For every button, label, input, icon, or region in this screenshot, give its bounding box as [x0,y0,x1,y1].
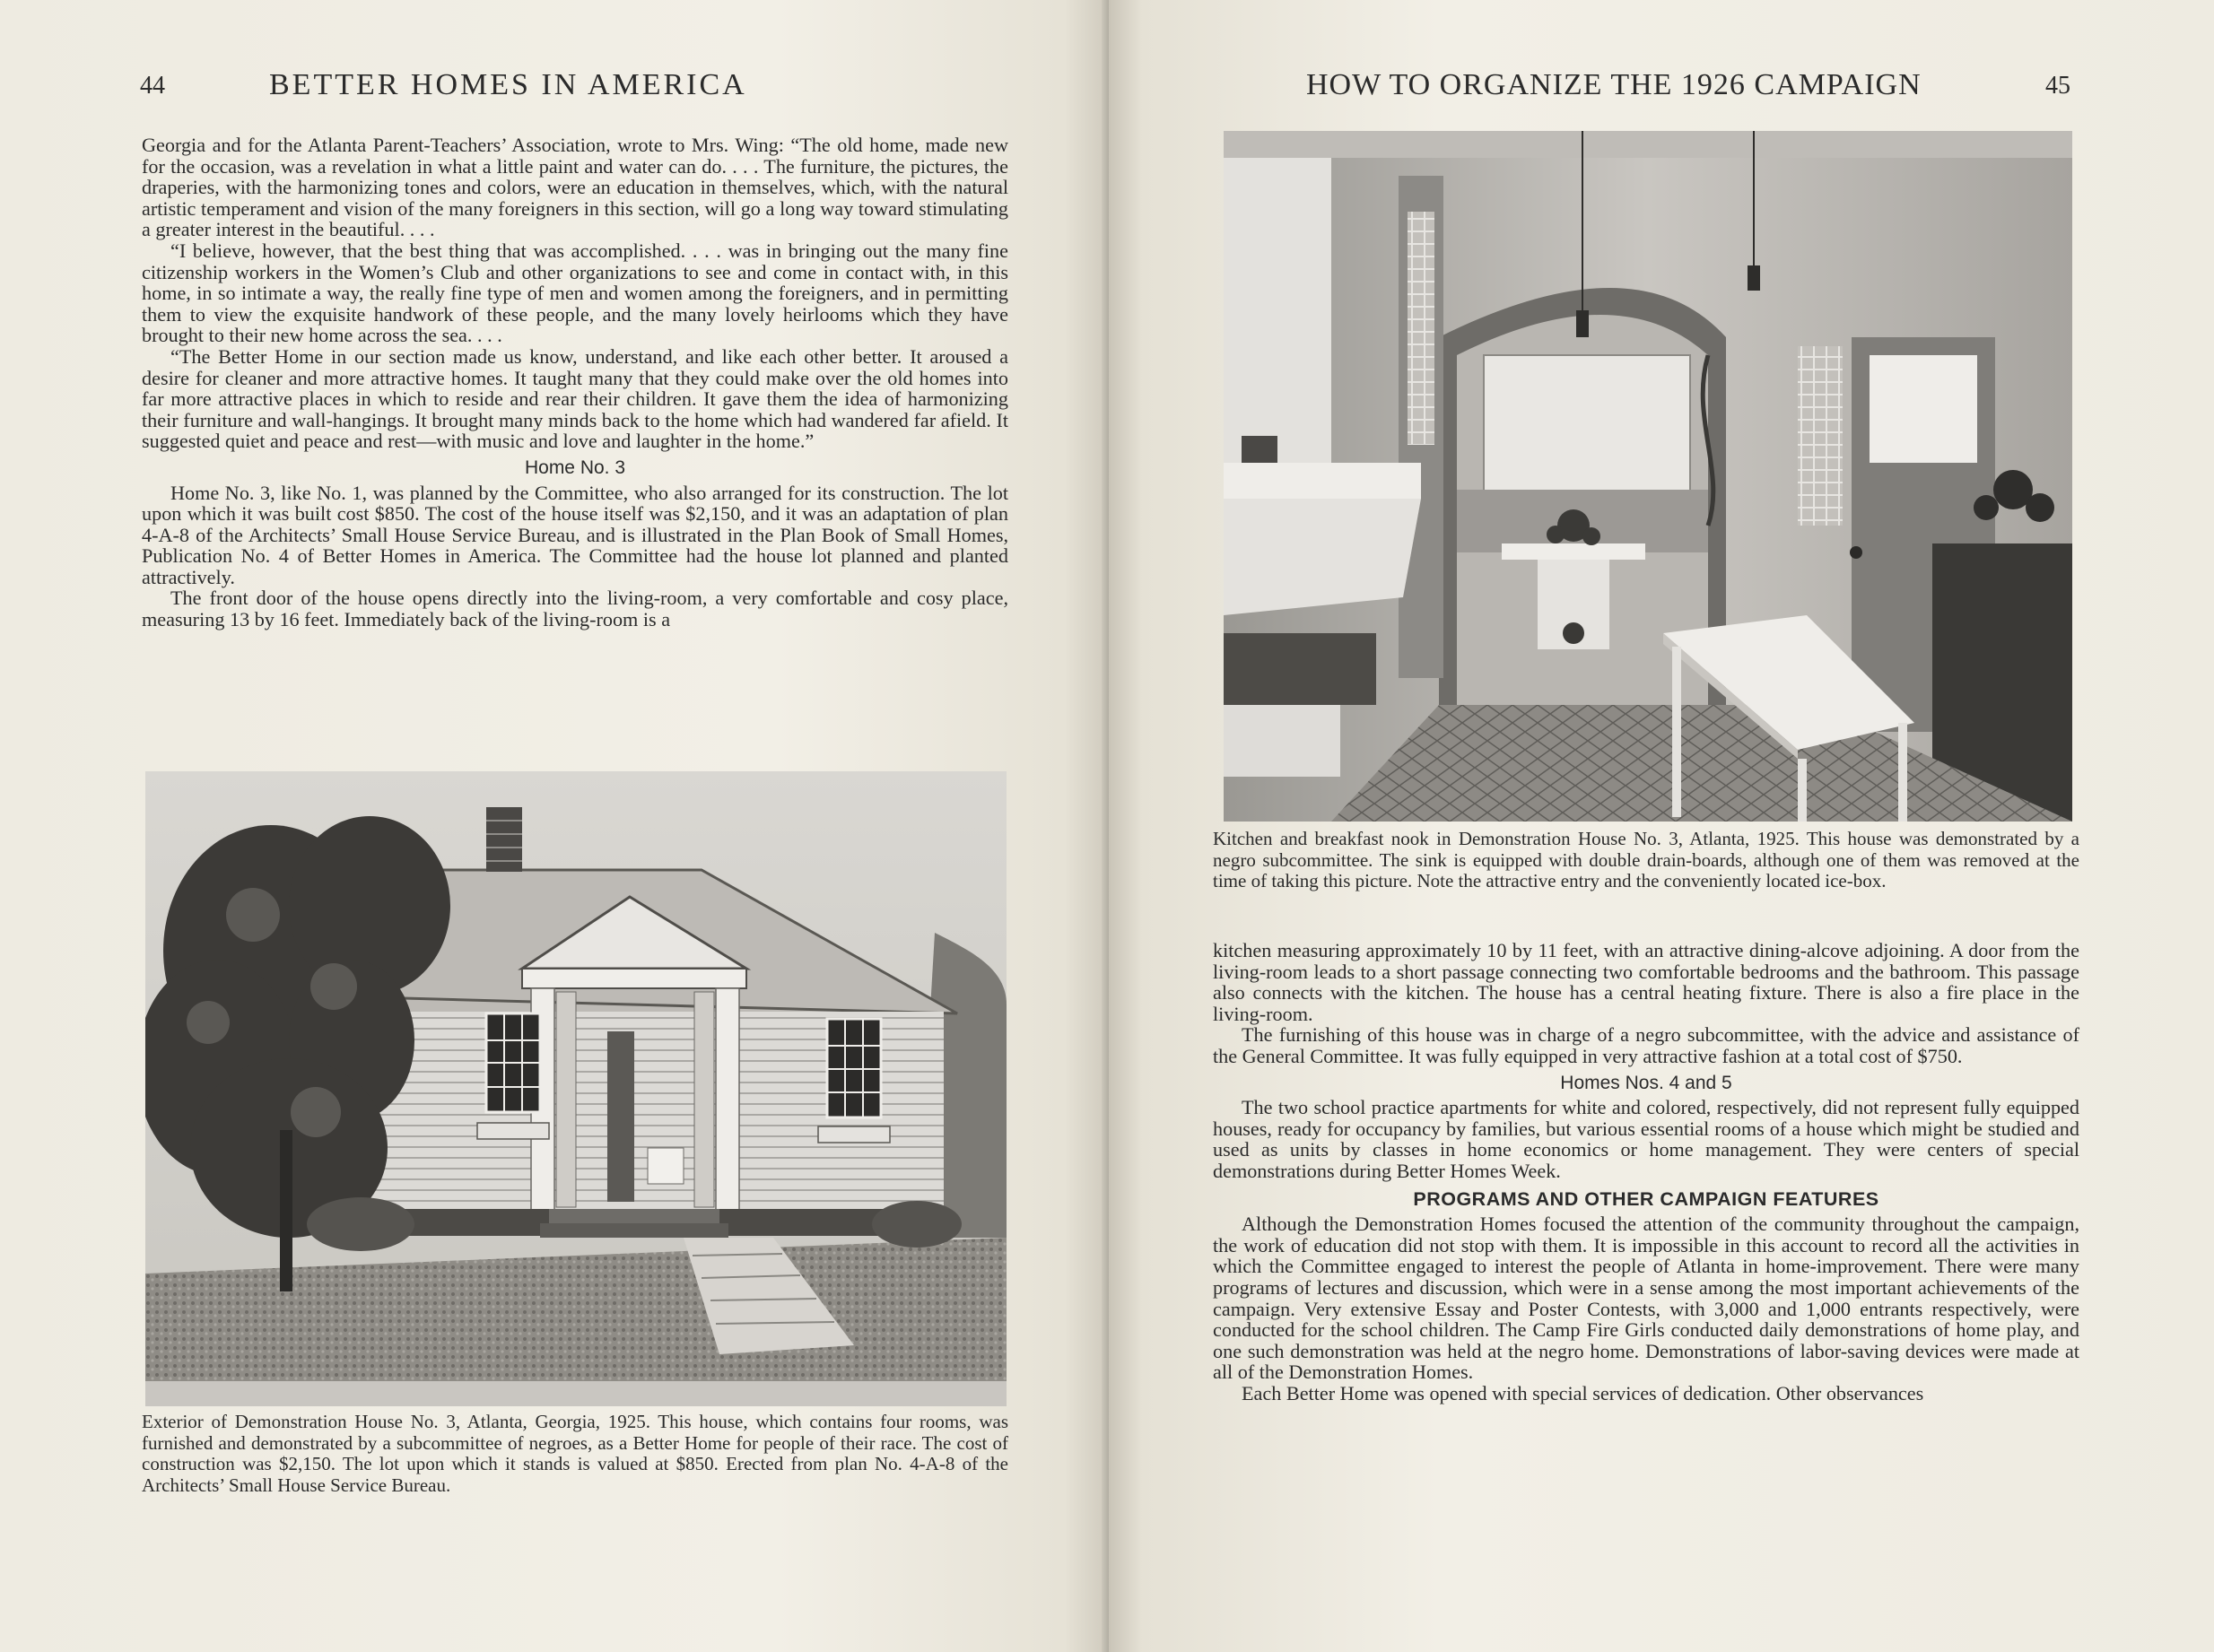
paragraph: kitchen measuring approximately 10 by 11 feet, with an attractive dining-alcove adjoining. A door from the living-room leads to a short passage connecting two comfortable bedrooms and the bathroom. This passage also connects with the kitchen. The house has a central heating fixture. There is also a fire place in the living-room. [1213,939,2079,1025]
section-heading-programs: PROGRAMS AND OTHER CAMPAIGN FEATURES [1413,1187,1879,1210]
paragraph: Although the Demonstration Homes focused the attention of the community throughout the campaign, the work of education did not stop with them. It is impossible in this account to record all the activities in which the Committee engaged to interest the people of Atlanta in home-improvement. There were many programs of lectures and discussion, which were in a sense among the most important achievements of the campaign. Very extensive Essay and Poster Contests, with 3,000 and 1,000 entrants respectively, were conducted for the school children. The Camp Fire Girls conducted daily demonstrations of home play, and one such demonstration was held at the negro home. Demonstrations of labor-saving devices were made at all of the Demonstration Homes. [1213,1213,2079,1384]
house-exterior-caption: Exterior of Demonstration House No. 3, Atlanta, Georgia, 1925. This house, which contains four rooms, was furnished and demonstrated by a subcommittee of negroes, as a Better Home for people of their race. The cost of construction was $2,150. The lot upon which it stands is valued at $850. Erected from plan No. 4-A-8 of the Architects’ Small House Service Bureau. [142,1411,1008,1496]
paragraph: Georgia and for the Atlanta Parent-Teachers’ Association, wrote to Mrs. Wing: “The old home, made new for the occasion, was a revelation in what a little paint and water can do. . . . The furniture, the pictures, the draperies, with the harmonizing tones and colors, were an education in themselves, which, with the natural artistic temperament and vision of the many foreigners in this section, will go a long way toward stimulating a greater interest in the beautiful. . . . [142,134,1008,241]
kitchen-photo [1224,131,2072,822]
paragraph: “I believe, however, that the best thing that was accomplished. . . . was in bringing out the many fine citizenship workers in the Women’s Club and other organizations to see and come in contact with, in this home, in so intimate a way, the really fine type of men and women among the foreigners, and in permitting them to view the exquisite handwork of these people, and the many lovely heirlooms which they have brought to their new home across the sea. . . . [142,239,1008,347]
house-exterior-image [145,771,1007,1406]
paragraph: The front door of the house opens directly into the living-room, a very comfortable and cosy place, measuring 13 by 16 feet. Immediately back of the living-room is a [142,587,1008,631]
paragraph: Home No. 3, like No. 1, was planned by the Committee, who also arranged for its construction. The lot upon which it was built cost $850. The cost of the house itself was $2,150, and it was an adaptation of plan 4-A-8 of the Architects’ Small House Service Bureau, and is illustrated in the Plan Book of Small Homes, Publication No. 4 of Better Homes in America. The Committee had the house lot planned and planted attractively. [142,481,1008,588]
house-exterior-photo [145,771,1007,1406]
right-running-head: HOW TO ORGANIZE THE 1926 CAMPAIGN [1306,68,1922,101]
right-page-number: 45 [2045,72,2070,100]
left-running-head: BETTER HOMES IN AMERICA [269,68,747,101]
paragraph: The furnishing of this house was in charge of a negro subcommittee, with the advice and assistance of the General Committee. It was fully equipped in very attractive fashion at a total cost of $750. [1213,1023,2079,1067]
section-heading-home-3: Home No. 3 [524,456,626,478]
paragraph: Each Better Home was opened with special services of dedication. Other observances [1242,1381,1924,1404]
right-page [1109,0,2214,1652]
kitchen-image [1224,131,2072,822]
left-page-number: 44 [140,72,165,100]
paragraph: The two school practice apartments for white and colored, respectively, did not represent fully equipped houses, ready for occupancy by families, but various essential rooms of a house which might be studied and used as units by classes in home economics or home management. They were centers of special demonstrations during Better Homes Week. [1213,1096,2079,1182]
left-body-text [142,135,1008,630]
right-body-text [1213,940,2079,1404]
paragraph: “The Better Home in our section made us know, understand, and like each other better. It aroused a desire for cleaner and more attractive homes. It taught many that they could make over the old homes into far more attractive places in which to reside and rear their children. It gave them the idea of harmonizing their furniture and wall-hangings. It brought many minds back to the home which had wandered far afield. It suggested quiet and peace and rest—with music and love and laughter in the home.” [142,344,1008,453]
kitchen-caption: Kitchen and breakfast nook in Demonstration House No. 3, Atlanta, 1925. This house was demonstrated by a negro subcommittee. The sink is equipped with double drain-boards, although one of them was removed at the time of taking this picture. Note the attractive entry and the conveniently located ice-box. [1213,828,2079,891]
section-heading-homes-4-5: Homes Nos. 4 and 5 [1560,1072,1732,1093]
